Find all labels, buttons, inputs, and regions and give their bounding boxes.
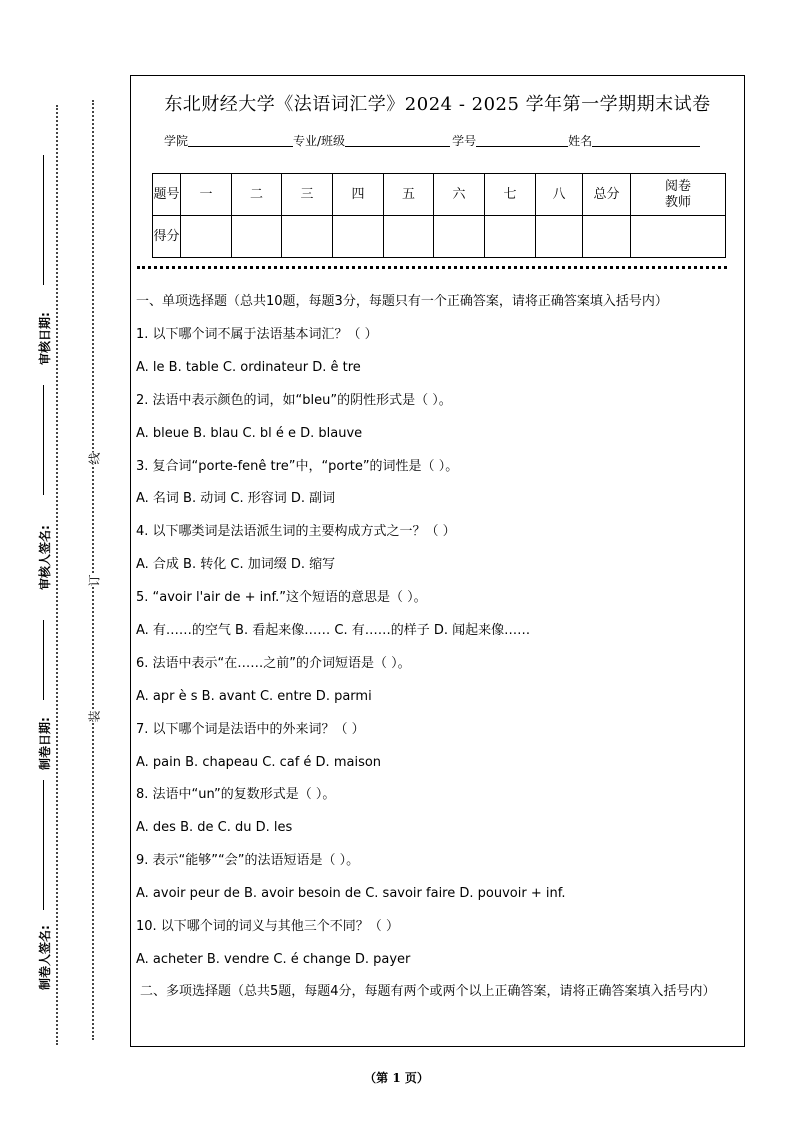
score-header-cell: 二	[232, 174, 282, 216]
score-table	[152, 173, 726, 258]
score-cell[interactable]	[536, 216, 583, 258]
major-label: 专业/班级	[293, 134, 346, 148]
options-2: A. bleue B. blau C. bl é e D. blauve	[136, 425, 363, 441]
score-header-cell: 五	[384, 174, 434, 216]
dotted-separator	[137, 266, 727, 269]
options-10: A. acheter B. vendre C. é change D. payer	[136, 951, 411, 967]
maker-sign-label: 制卷人签名:	[38, 925, 52, 990]
question-2: 2. 法语中表示颜色的词，如“bleu”的阴性形式是（ ）。	[136, 392, 452, 408]
college-field[interactable]	[188, 134, 293, 147]
section-2-heading: 二、多项选择题（总共5题，每题4分，每题有两个或两个以上正确答案，请将正确答案填入括号内）	[140, 983, 716, 999]
score-cell[interactable]	[282, 216, 333, 258]
binding-line-char: 线	[87, 452, 102, 465]
score-header-cell: 八	[536, 174, 583, 216]
options-8: A. des B. de C. du D. les	[136, 820, 293, 836]
binding-order-char: 订	[87, 574, 102, 587]
score-cell[interactable]	[434, 216, 485, 258]
review-date-line	[43, 155, 44, 285]
score-header-cell: 总分	[583, 174, 631, 216]
question-8: 8. 法语中“un”的复数形式是（ ）。	[136, 787, 336, 803]
score-cell[interactable]	[583, 216, 631, 258]
score-header-cell: 三	[282, 174, 333, 216]
major-field[interactable]	[345, 134, 450, 147]
make-date-label: 制卷日期:	[38, 717, 52, 770]
question-10: 10. 以下哪个词的词义与其他三个不同？（ ）	[136, 919, 399, 935]
score-header-cell: 七	[485, 174, 536, 216]
student-info-row	[164, 132, 700, 149]
score-cell[interactable]	[181, 216, 232, 258]
score-header-cell: 一	[181, 174, 232, 216]
score-header-cell: 四	[333, 174, 384, 216]
options-5: A. 有……的空气 B. 看起来像…… C. 有……的样子 D. 闻起来像……	[136, 623, 531, 639]
section-1-heading: 一、单项选择题（总共10题，每题3分，每题只有一个正确答案，请将正确答案填入括号内）	[136, 294, 668, 309]
question-9: 9. 表示“能够”“会”的法语短语是（ ）。	[136, 853, 360, 869]
binding-dotted-line	[92, 100, 94, 1040]
score-cell[interactable]	[232, 216, 282, 258]
review-date-label: 审核日期:	[38, 312, 52, 365]
options-6: A. apr è s B. avant C. entre D. parmi	[136, 688, 372, 704]
outer-dotted-line	[56, 105, 58, 1045]
question-3: 3. 复合词“porte-fenê tre”中，“porte”的词性是（ ）。	[136, 458, 459, 474]
page-number: （第 1 页）	[364, 1071, 429, 1085]
score-header-cell: 阅卷教师	[631, 174, 726, 216]
college-label: 学院	[164, 134, 189, 148]
exam-content	[136, 291, 741, 1009]
options-1: A. le B. table C. ordinateur D. ê tre	[136, 359, 361, 375]
reviewer-sign-line	[43, 385, 44, 495]
score-cell[interactable]	[333, 216, 384, 258]
options-7: A. pain B. chapeau C. caf é D. maison	[136, 754, 382, 770]
question-4: 4. 以下哪类词是法语派生词的主要构成方式之一？（ ）	[136, 524, 456, 540]
question-1: 1. 以下哪个词不属于法语基本词汇？（ ）	[136, 327, 378, 342]
score-header-cell: 题号	[153, 174, 181, 216]
name-label: 姓名	[568, 134, 593, 148]
question-5: 5. “avoir l'air de + inf.”这个短语的意思是（ ）。	[136, 590, 427, 606]
exam-frame	[130, 75, 745, 1047]
student-id-label: 学号	[452, 134, 477, 148]
score-row-label: 得分	[153, 216, 181, 258]
make-date-line	[43, 620, 44, 700]
score-cell[interactable]	[631, 216, 726, 258]
options-4: A. 合成 B. 转化 C. 加词缀 D. 缩写	[136, 557, 336, 573]
score-header-cell: 六	[434, 174, 485, 216]
exam-title: 东北财经大学《法语词汇学》2024 - 2025 学年第一学期期末试卷	[164, 94, 711, 115]
score-cell[interactable]	[384, 216, 434, 258]
maker-sign-line	[43, 780, 44, 910]
question-6: 6. 法语中表示“在……之前”的介词短语是（ ）。	[136, 655, 411, 671]
name-field[interactable]	[592, 134, 700, 147]
options-9: A. avoir peur de B. avoir besoin de C. savoir faire D. pouvoir + inf.	[136, 886, 566, 902]
score-cell[interactable]	[485, 216, 536, 258]
student-id-field[interactable]	[476, 134, 568, 147]
binding-fold-char: 装	[87, 710, 102, 723]
question-7: 7. 以下哪个词是法语中的外来词？（ ）	[136, 721, 365, 737]
options-3: A. 名词 B. 动词 C. 形容词 D. 副词	[136, 491, 336, 507]
reviewer-sign-label: 审核人签名:	[38, 525, 52, 590]
